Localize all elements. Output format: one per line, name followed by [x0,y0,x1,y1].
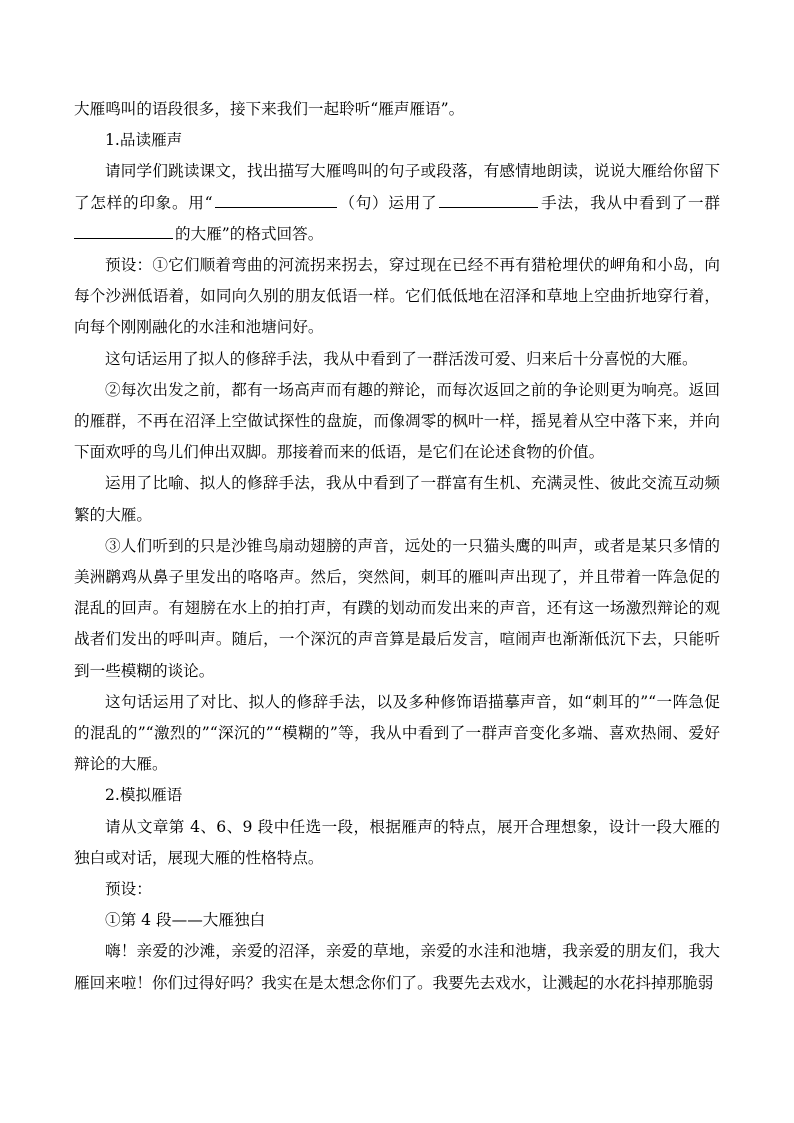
section-heading-2: 2.模拟雁语 [105,786,183,805]
answer-blank-impression [74,220,173,239]
section-heading-1: 1.品读雁声 [105,131,183,150]
preset-paragraph-2: ②每次出发之前，都有一场高声而有趣的辩论，而每次返回之前的争论则更为响亮。返回的雁群，不再在沼泽上空做试探性的盘旋，而像凋零的枫叶一样，摇晃着从空中落下来，并向下面欢呼的鸟儿们伸出双脚。那接着而来的低语，是它们在论述食物的价值。 [74,380,720,462]
task-text-mid1: （句）运用了 [338,193,438,212]
answer-blank-sentence [215,189,337,208]
preset-paragraph-1: 预设：①它们顺着弯曲的河流拐来拐去，穿过现在已经不再有猎枪埋伏的岬角和小岛，向每个沙洲低语着，如同向久别的朋友低语一样。它们低低地在沼泽和草地上空曲折地穿行着，向每个刚刚融化的水洼和池塘问好。 [74,256,720,337]
analysis-paragraph-3: 这句话运用了对比、拟人的修辞手法，以及多种修饰语描摹声音，如“刺耳的”“一阵急促的混乱的”“激烈的”“深沉的”“模糊的”等，我从中看到了一群声音变化多端、喜欢热闹、爱好辩论的大雁。 [74,692,720,774]
document-body [74,94,720,999]
task-text-end: 的大雁”的格式回答。 [175,224,324,243]
answer-blank-technique [439,189,538,208]
monologue-paragraph: 嗨！亲爱的沙滩，亲爱的沼泽，亲爱的草地，亲爱的水洼和池塘，我亲爱的朋友们，我大雁回来啦！你们过得好吗？我实在是太想念你们了。我要先去戏水，让溅起的水花抖掉那脆弱 [74,942,720,992]
task-paragraph-2: 请从文章第 4、6、9 段中任选一段，根据雁声的特点，展开合理想象，设计一段大雁的独白或对话，展现大雁的性格特点。 [74,817,720,867]
preset-paragraph-3: ③人们听到的只是沙锥鸟扇动翅膀的声音，远处的一只猫头鹰的叫声，或者是某只多情的美洲䴙鸡从鼻子里发出的咯咯声。然后，突然间，刺耳的雁叫声出现了，并且带着一阵急促的混乱的回声。有翅膀在水上的拍打声，有蹼的划动而发出来的声音，还有这一场激烈辩论的观战者们发出的呼叫声。随后，一个深沉的声音算是最后发言，喧闹声也渐渐低沉下去，只能听到一些模糊的谈论。 [74,536,720,680]
task-paragraph [74,156,720,250]
task-text-start: 请同学们跳读课文，找出描写大雁鸣叫的句子或段落，有感情地朗读，说说大雁给你留下了怎样的印象。用“ [74,162,720,212]
monologue-heading: ①第 4 段——大雁独白 [105,911,266,930]
analysis-paragraph-2: 运用了比喻、拟人的修辞手法，我从中看到了一群富有生机、充满灵性、彼此交流互动频繁的大雁。 [74,474,720,524]
task-text-mid2: 手法，我从中看到了一群 [540,193,720,212]
intro-paragraph: 大雁鸣叫的语段很多，接下来我们一起聆听“雁声雁语”。 [74,100,465,118]
analysis-paragraph-1: 这句话运用了拟人的修辞手法，我从中看到了一群活泼可爱、归来后十分喜悦的大雁。 [105,349,698,368]
preset-label: 预设： [105,880,152,899]
